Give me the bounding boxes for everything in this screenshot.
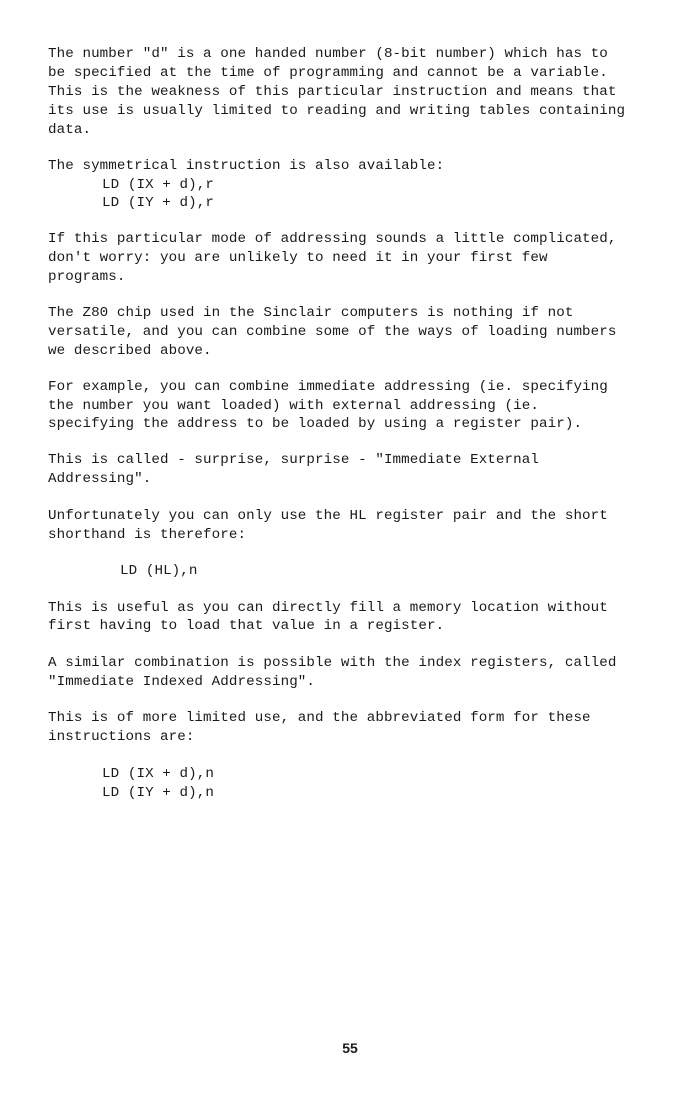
text-line: data. bbox=[48, 122, 92, 138]
code-line: LD (IY + d),r bbox=[102, 195, 214, 211]
text-line: For example, you can combine immediate addressing (ie. specifying bbox=[48, 379, 608, 395]
text-line: instructions are: bbox=[48, 729, 195, 745]
text-line: This is the weakness of this particular instruction and means that bbox=[48, 84, 617, 100]
text-line: This is useful as you can directly fill a memory location without bbox=[48, 600, 608, 616]
page-number: 55 bbox=[342, 1040, 358, 1056]
code-line: LD (IY + d),n bbox=[102, 785, 214, 801]
text-line: Unfortunately you can only use the HL register pair and the short bbox=[48, 508, 608, 524]
text-line: first having to load that value in a register. bbox=[48, 618, 445, 634]
text-line: This is of more limited use, and the abbreviated form for these bbox=[48, 710, 591, 726]
text-line: The Z80 chip used in the Sinclair computers is nothing if not bbox=[48, 305, 574, 321]
text-line: don't worry: you are unlikely to need it in your first few bbox=[48, 250, 548, 266]
code-line: LD (HL),n bbox=[120, 563, 198, 579]
text-line: If this particular mode of addressing sounds a little complicated, bbox=[48, 231, 617, 247]
text-line: The symmetrical instruction is also available: bbox=[48, 158, 445, 174]
text-line: specifying the address to be loaded by using a register pair). bbox=[48, 416, 583, 432]
text-line: shorthand is therefore: bbox=[48, 527, 247, 543]
text-line: versatile, and you can combine some of the ways of loading numbers bbox=[48, 324, 617, 340]
text-line: This is called - surprise, surprise - "Immediate External bbox=[48, 452, 539, 468]
text-line: A similar combination is possible with the index registers, called bbox=[48, 655, 617, 671]
code-line: LD (IX + d),r bbox=[102, 177, 214, 193]
text-line: The number "d" is a one handed number (8-bit number) which has to bbox=[48, 46, 608, 62]
text-line: programs. bbox=[48, 269, 126, 285]
text-line: "Immediate Indexed Addressing". bbox=[48, 674, 316, 690]
code-line: LD (IX + d),n bbox=[102, 766, 214, 782]
text-line: the number you want loaded) with external addressing (ie. bbox=[48, 398, 539, 414]
text-line: be specified at the time of programming and cannot be a variable. bbox=[48, 65, 608, 81]
text-line: we described above. bbox=[48, 343, 212, 359]
text-line: Addressing". bbox=[48, 471, 152, 487]
text-line: its use is usually limited to reading and writing tables containing bbox=[48, 103, 626, 119]
